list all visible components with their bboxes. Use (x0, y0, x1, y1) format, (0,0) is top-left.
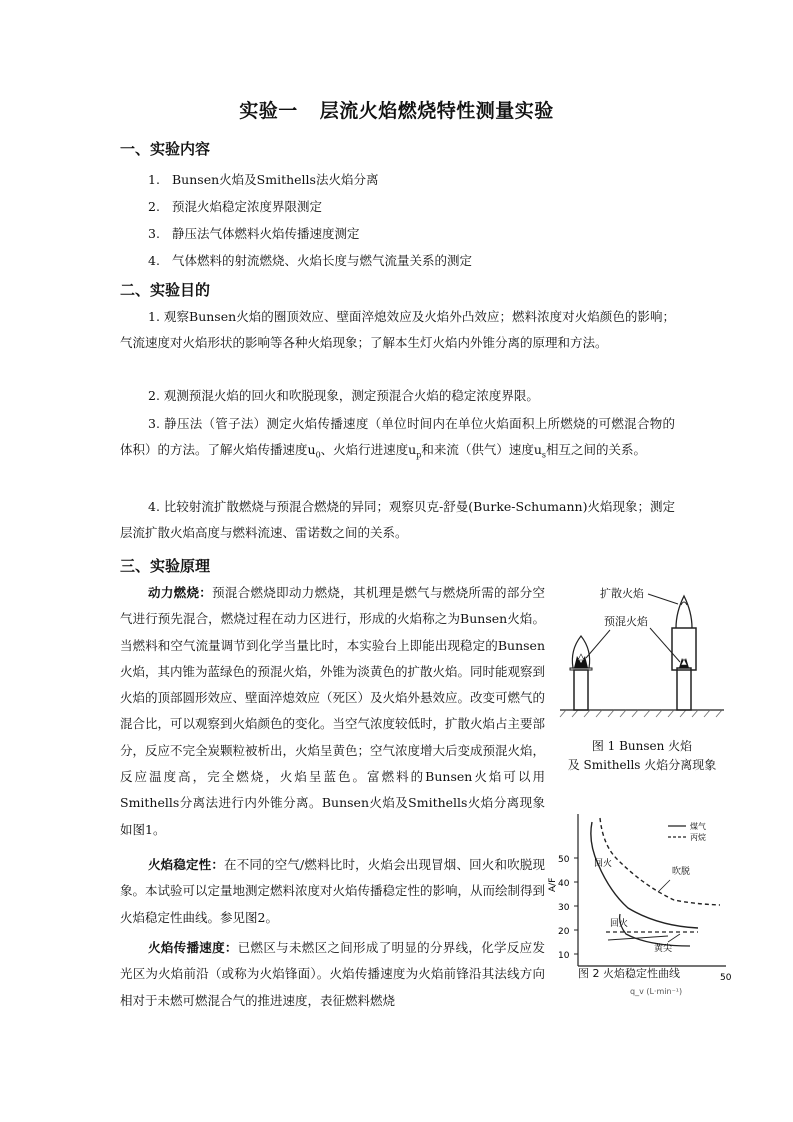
term-flame-speed: 火焰传播速度： (148, 940, 238, 955)
legend-coal-gas: 煤气 (690, 822, 706, 831)
list-item-text: 静压法气体燃料火焰传播速度测定 (172, 226, 360, 241)
figure-1-bunsen-diagram (556, 578, 726, 728)
leader-diffusion-flame (648, 594, 678, 604)
principle-text-dynamic: 预混合燃烧即动力燃烧，其机理是燃气与燃烧所需的部分空气进行预先混合，燃烧过程在动力区进行，形成的火焰称之为Bunsen火焰。当燃料和空气流量调节到化学当量比时，本实验台上即能出现稳定的Bunsen火焰，其内锥为蓝绿色的预混火焰，外锥为淡黄色的扩散火焰。同时能观察到火焰的顶部圆形效应、壁面淬熄效应（死区）及火焰外悬效应。改变可燃气的混合比，可以观察到火焰颜色的变化。当空气浓度较低时，扩散火焰占主要部分，反应不完全炭颗粒被析出，火焰呈黄色；空气浓度增大后变成预混火焰，反应温度高，完全燃烧，火焰呈蓝色。富燃料的Bunsen火焰可以用Smithells分离法进行内外锥分离。Bunsen火焰及Smithells火焰分离现象如图1。 (120, 585, 546, 837)
purpose3-text-c: 和来流（供气）速度u (421, 442, 542, 458)
list-item (148, 224, 360, 242)
purpose3-text-a: 3. 静压法（管子法）测定火焰传播速度（单位时间内在单位火焰面积上所燃烧的可燃混合物的体积）的方法。了解火焰传播速度u (120, 416, 675, 458)
list-item (148, 197, 322, 215)
figure-2-caption: 图 2 火焰稳定性曲线 (578, 967, 680, 980)
subscript-p: p (416, 450, 422, 460)
right-outer-flame (676, 596, 692, 628)
section-heading-purpose: 二、实验目的 (120, 281, 211, 299)
figure-1-caption-line1: 图 1 Bunsen 火焰 (591, 739, 693, 753)
title-part2: 层流火焰燃烧特性测量实验 (319, 100, 554, 122)
term-dynamic-combustion: 动力燃烧： (148, 585, 213, 600)
label-yellow-tip: 黄尖 (654, 944, 673, 954)
list-item-number: 2. (148, 199, 160, 214)
leader-premixed-left (586, 630, 610, 658)
page-title (0, 96, 793, 123)
figure-1-caption (552, 737, 732, 775)
label-flashback-lower: 回火 (610, 919, 629, 929)
list-item-text: Bunsen火焰及Smithells法火焰分离 (172, 172, 379, 187)
figure-2-stability-chart (548, 808, 738, 1000)
term-flame-stability: 火焰稳定性： (148, 857, 225, 872)
purpose-paragraph-4: 4. 比较射流扩散燃烧与预混合燃烧的异同；观察贝克-舒曼(Burke-Schumann)火焰现象；测定层流扩散火焰高度与燃料流速、雷诺数之间的关系。 (120, 499, 675, 541)
title-part1: 实验一 (239, 100, 298, 122)
legend-propane: 丙烷 (690, 833, 706, 842)
purpose3-text-d: 相互之间的关系。 (546, 442, 647, 458)
subscript-0: 0 (315, 450, 321, 460)
smithells-inner-tube (677, 668, 691, 710)
y-tick-40: 40 (558, 879, 570, 889)
leader-blowoff (658, 880, 670, 892)
list-item-text: 气体燃料的射流燃烧、火焰长度与燃气流量关系的测定 (172, 253, 473, 268)
purpose-paragraph-1: 1. 观察Bunsen火焰的圈顶效应、壁面淬熄效应及火焰外凸效应；燃料浓度对火焰颜色的影响；气流速度对火焰形状的影响等各种火焰现象；了解本生灯火焰内外锥分离的原理和方法。 (120, 309, 675, 351)
y-axis-label: A/F (548, 877, 558, 892)
label-blowoff: 吹脱 (672, 867, 691, 877)
purpose3-text-b: 、火焰行进速度u (320, 442, 417, 458)
y-tick-50: 50 (558, 855, 570, 865)
label-diffusion-flame: 扩散火焰 (600, 587, 644, 600)
principle-paragraph-stability (120, 852, 545, 931)
leader-yellow-tip (668, 934, 680, 942)
list-item-text: 预混火焰稳定浓度界限测定 (172, 199, 323, 214)
y-tick-20: 20 (558, 927, 570, 937)
leader-premixed-right (650, 628, 680, 662)
section-heading-content: 一、实验内容 (120, 140, 211, 158)
x-axis-label: q_v (L·min⁻¹) (630, 987, 683, 996)
list-item-number: 1. (148, 172, 160, 187)
principle-text-speed: 已燃区与未燃区之间形成了明显的分界线，化学反应发光区为火焰前沿（或称为火焰锋面）。火焰传播速度为火焰前锋沿其法线方向相对于未燃可燃混合气的推进速度，表征燃料燃烧 (120, 940, 545, 1008)
bunsen-tube (574, 670, 588, 710)
base-hatch (560, 710, 722, 717)
right-flame-tip (681, 602, 687, 605)
purpose-paragraph-3 (120, 411, 675, 469)
list-item (148, 170, 378, 188)
left-cone-highlight (578, 654, 584, 660)
principle-paragraph-speed (120, 935, 545, 1014)
list-item-number: 4. (148, 253, 160, 268)
section-heading-principle: 三、实验原理 (120, 557, 211, 575)
blowoff-curve-propane (600, 818, 720, 905)
y-tick-10: 10 (558, 951, 570, 961)
list-item (148, 251, 472, 269)
figure-1-caption-line2: 及 Smithells 火焰分离现象 (567, 758, 717, 772)
purpose-paragraph-2: 2. 观测预混火焰的回火和吹脱现象，测定预混合火焰的稳定浓度界限。 (148, 388, 539, 403)
label-flashback-upper: 回火 (594, 859, 613, 869)
yellow-tip-curve (620, 914, 690, 946)
principle-paragraph-dynamic (120, 580, 545, 843)
label-premixed-flame: 预混火焰 (604, 615, 648, 628)
list-item-number: 3. (148, 226, 160, 241)
principle-text-stability: 在不同的空气/燃料比时，火焰会出现冒烟、回火和吹脱现象。本试验可以定量地测定燃料浓度对火焰传播稳定性的影响，从而绘制得到火焰稳定性曲线。参见图2。 (120, 857, 546, 925)
subscript-s: s (541, 450, 547, 460)
x-tick-50: 50 (720, 973, 732, 983)
y-tick-30: 30 (558, 903, 570, 913)
